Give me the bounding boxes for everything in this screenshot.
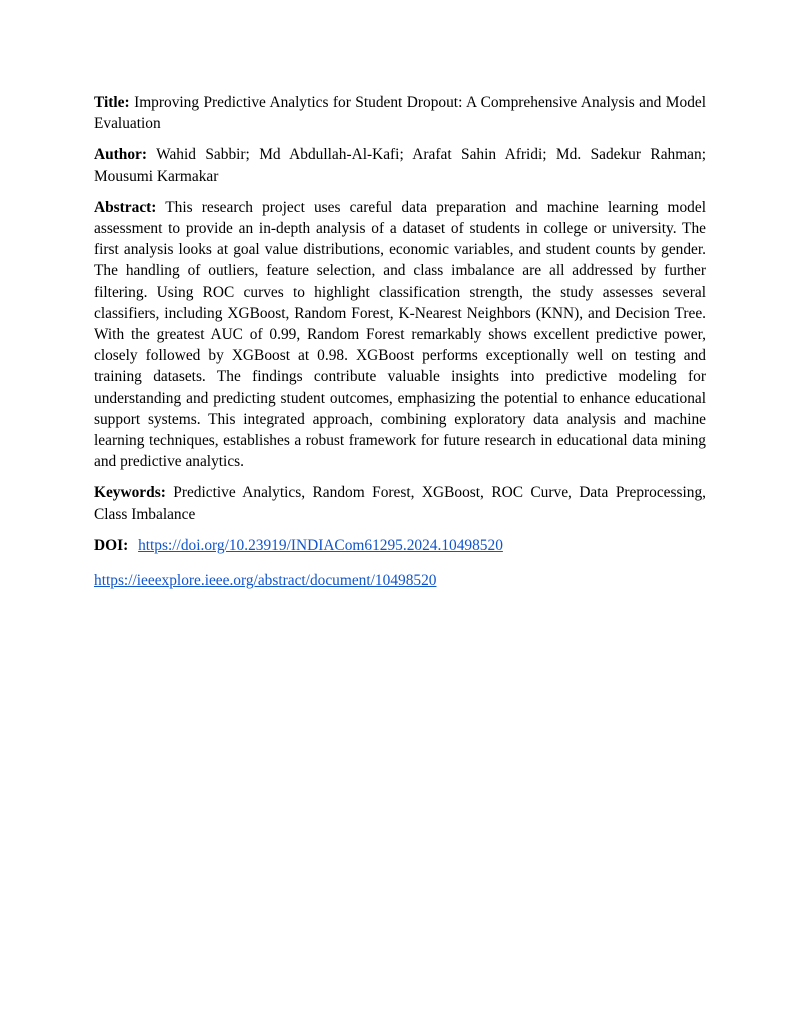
abstract-label: Abstract: bbox=[94, 198, 157, 216]
keywords-paragraph bbox=[94, 482, 706, 524]
document-page bbox=[94, 92, 706, 601]
abstract-text: This research project uses careful data preparation and machine learning model assessment to provide an in-depth analysis of a dataset of students in college or university. The first analysis looks at goal value distributions, economic variables, and student counts by gender. The handling of outliers, feature selection, and class imbalance are all addressed by further filtering. Using ROC curves to highlight classification strength, the study assesses several classifiers, including XGBoost, Random Forest, K-Nearest Neighbors (KNN), and Decision Tree. With the greatest AUC of 0.99, Random Forest remarkably shows excellent predictive power, closely followed by XGBoost at 0.98. XGBoost performs exceptionally well on testing and training datasets. The findings contribute valuable insights into predictive modeling for understanding and predicting student outcomes, emphasizing the potential to enhance educational support systems. This integrated approach, combining exploratory data analysis and machine learning techniques, establishes a robust framework for future research in educational data mining and predictive analytics. bbox=[94, 198, 706, 471]
ieee-link-paragraph bbox=[94, 570, 706, 591]
doi-label: DOI: bbox=[94, 536, 129, 554]
doi-paragraph bbox=[94, 535, 706, 556]
title-label: Title: bbox=[94, 94, 130, 111]
author-label: Author: bbox=[94, 146, 148, 164]
ieee-explore-link[interactable]: https://ieeexplore.ieee.org/abstract/document/10498520 bbox=[94, 572, 437, 590]
keywords-text: Predictive Analytics, Random Forest, XGBoost, ROC Curve, Data Preprocessing, Class Imbalance bbox=[94, 484, 706, 523]
keywords-label: Keywords: bbox=[94, 484, 166, 502]
abstract-paragraph bbox=[94, 197, 706, 473]
author-text: Wahid Sabbir; Md Abdullah-Al-Kafi; Arafat Sahin Afridi; Md. Sadekur Rahman; Mousumi Karmakar bbox=[94, 146, 706, 185]
title-text: Improving Predictive Analytics for Student Dropout: A Comprehensive Analysis and Model Evaluation bbox=[94, 94, 706, 133]
author-paragraph bbox=[94, 144, 706, 186]
doi-link[interactable]: https://doi.org/10.23919/INDIACom61295.2024.10498520 bbox=[138, 536, 503, 554]
title-paragraph bbox=[94, 92, 706, 134]
